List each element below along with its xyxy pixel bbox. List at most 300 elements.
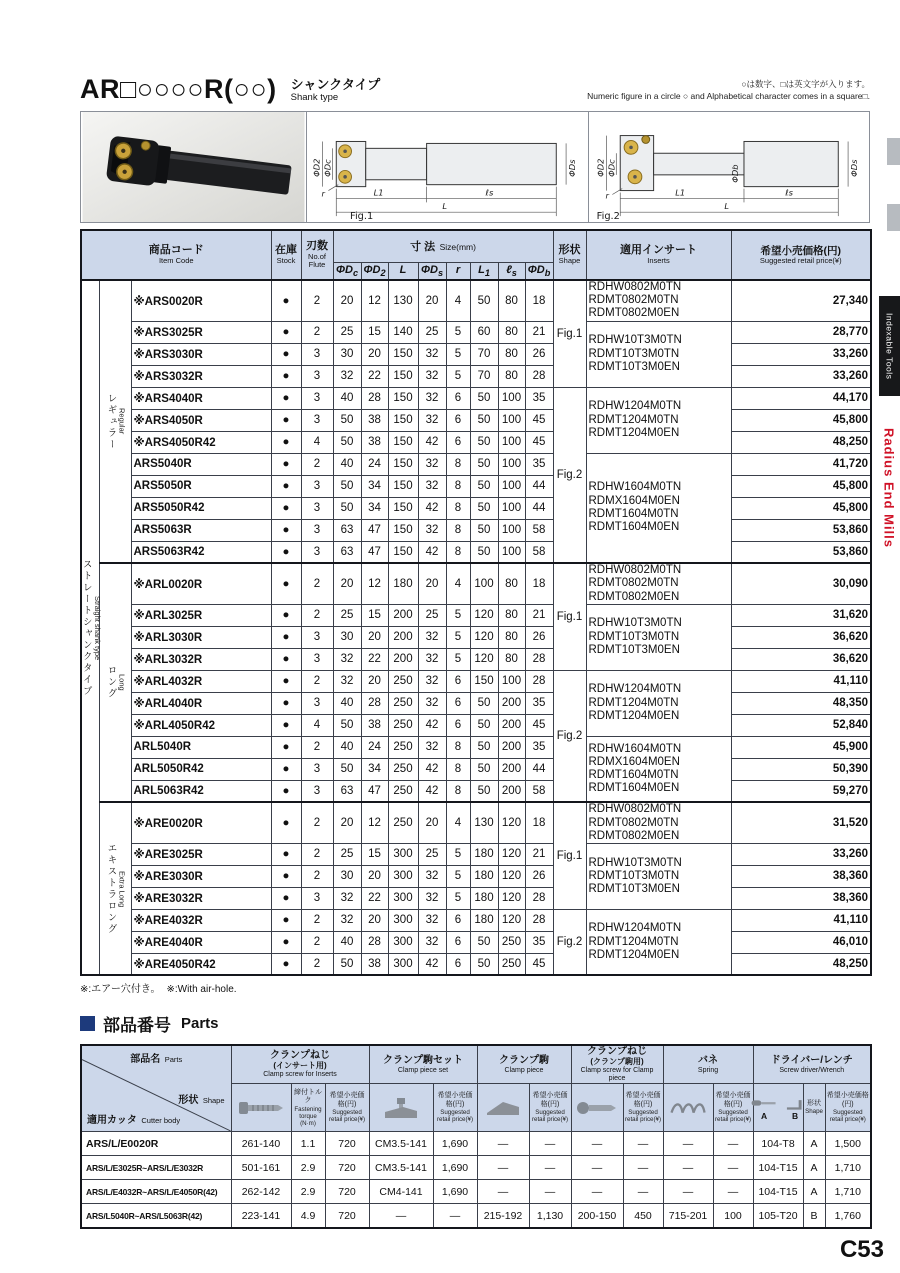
size-ls: 100 — [498, 431, 525, 453]
fig2-drawing — [589, 112, 870, 222]
stock-dot: ● — [271, 887, 301, 909]
header-flute-en2: Flute — [308, 260, 326, 270]
page-number: C53 — [839, 1236, 884, 1263]
product-row-ARE3030R — [81, 865, 871, 887]
fig1-caption: Fig.1 — [350, 211, 374, 222]
insert-name: RDMT10T3M0EN — [588, 643, 680, 656]
header-item-code — [81, 230, 271, 280]
applicable-inserts — [586, 736, 731, 802]
size-dc: 20 — [333, 563, 361, 604]
applicable-inserts — [586, 563, 731, 604]
size-db: 45 — [525, 431, 553, 453]
size-ds: 32 — [418, 865, 446, 887]
size-ls: 100 — [498, 387, 525, 409]
size-dc: 20 — [333, 280, 361, 321]
clamp-screw-icon-cell — [231, 1084, 291, 1132]
insert-name: RDMT0802M0TN — [588, 816, 679, 829]
size-d2: 20 — [361, 865, 388, 887]
size-d2: 20 — [361, 909, 388, 931]
insert-name: RDMT1604M0EN — [588, 782, 680, 795]
spring-price: — — [713, 1156, 753, 1180]
stock-dot: ● — [271, 365, 301, 387]
shape-fig2: Fig.2 — [553, 909, 586, 975]
stock-dot: ● — [271, 802, 301, 843]
clamp-screw-price: 720 — [325, 1132, 369, 1156]
size-ds: 32 — [418, 453, 446, 475]
insert-name: RDMT10T3M0TN — [588, 347, 680, 360]
main-header-row-1 — [81, 230, 871, 262]
size-db: 35 — [525, 387, 553, 409]
size-r: 6 — [446, 953, 470, 975]
insert-name: RDMT10T3M0TN — [588, 630, 680, 643]
size-ds: 20 — [418, 563, 446, 604]
flute-count: 3 — [301, 497, 333, 519]
fig1-dim-l1: L1 — [373, 187, 384, 198]
size-dc: 32 — [333, 670, 361, 692]
fig1-dim-ls: ℓs — [485, 187, 494, 198]
size-ls: 200 — [498, 714, 525, 736]
driver-icons-cell — [753, 1084, 803, 1132]
size-db: 28 — [525, 909, 553, 931]
size-ls: 250 — [498, 931, 525, 953]
size-r: 6 — [446, 409, 470, 431]
side-label-straight-shank-type — [80, 280, 102, 975]
stock-dot: ● — [271, 931, 301, 953]
fig1-dim-d2: ΦD2 — [311, 158, 322, 177]
insert-name: RDMT0802M0TN — [588, 294, 679, 307]
item-code: ※ARL3025R — [131, 604, 271, 626]
flute-count: 3 — [301, 887, 333, 909]
spring-price: — — [713, 1132, 753, 1156]
size-d2: 22 — [361, 887, 388, 909]
header-size-r: r — [446, 262, 470, 280]
size-d2: 15 — [361, 321, 388, 343]
header-clamp-screw-piece: クランプねじ (クランプ駒用) Clamp screw for Clamp piece — [571, 1045, 663, 1083]
size-dc: 40 — [333, 736, 361, 758]
product-row-ARS4040R — [81, 387, 871, 409]
size-db: 58 — [525, 519, 553, 541]
insert-name: RDMT10T3M0EN — [588, 883, 680, 896]
clamp-piece-no: — — [477, 1132, 529, 1156]
item-code: ARS5063R42 — [131, 541, 271, 563]
size-dc: 50 — [333, 475, 361, 497]
size-r: 8 — [446, 780, 470, 802]
size-ls: 100 — [498, 409, 525, 431]
retail-price: 45,900 — [731, 736, 871, 758]
flute-count: 3 — [301, 626, 333, 648]
product-row-ARL4050R42 — [81, 714, 871, 736]
driver-no: 104-T8 — [753, 1132, 803, 1156]
shape-fig2: Fig.2 — [553, 387, 586, 563]
header-retail-price-driver: 希望小売価格(円) Suggested retail price(¥) — [825, 1084, 871, 1132]
size-ds: 42 — [418, 431, 446, 453]
size-ls: 100 — [498, 541, 525, 563]
size-l1: 60 — [470, 321, 498, 343]
subtitle-jp: シャンクタイプ — [290, 77, 381, 93]
size-r: 6 — [446, 931, 470, 953]
size-l: 150 — [388, 475, 418, 497]
size-l: 150 — [388, 497, 418, 519]
retail-price: 45,800 — [731, 497, 871, 519]
size-ls: 100 — [498, 453, 525, 475]
size-l: 250 — [388, 758, 418, 780]
retail-price: 31,520 — [731, 802, 871, 843]
size-dc: 50 — [333, 431, 361, 453]
parts-heading-jp: 部品番号 — [103, 1016, 171, 1036]
header-spring: バネ Spring — [663, 1045, 753, 1083]
retail-price: 48,250 — [731, 953, 871, 975]
clamp-piece-price: — — [529, 1132, 571, 1156]
flute-count: 4 — [301, 714, 333, 736]
size-db: 45 — [525, 409, 553, 431]
size-r: 5 — [446, 343, 470, 365]
header-retail-price-spring: 希望小売価格(円) Suggested retail price(¥) — [713, 1084, 753, 1132]
size-l1: 50 — [470, 541, 498, 563]
driver-no: 105-T20 — [753, 1204, 803, 1228]
header-flute — [301, 230, 333, 280]
clamp-piece-set-no: CM3.5-141 — [369, 1156, 433, 1180]
group-label-wrap — [102, 843, 129, 935]
retail-price: 41,110 — [731, 670, 871, 692]
size-r: 4 — [446, 280, 470, 321]
size-dc: 40 — [333, 931, 361, 953]
header-retail-price-piece-screw: 希望小売価格(円) Suggested retail price(¥) — [623, 1084, 663, 1132]
item-code: ※ARE0020R — [131, 802, 271, 843]
product-row-ARE4032R — [81, 909, 871, 931]
item-code: ※ARS3025R — [131, 321, 271, 343]
item-code: ARS5050R42 — [131, 497, 271, 519]
clamp-piece-price: — — [529, 1156, 571, 1180]
size-ls: 80 — [498, 648, 525, 670]
size-l: 300 — [388, 953, 418, 975]
clamp-piece-set-icon-cell — [369, 1084, 433, 1132]
shape-fig2: Fig.2 — [553, 670, 586, 802]
item-code: ※ARS4050R42 — [131, 431, 271, 453]
size-ds: 32 — [418, 365, 446, 387]
stock-dot: ● — [271, 604, 301, 626]
size-ds: 42 — [418, 780, 446, 802]
size-ls: 80 — [498, 365, 525, 387]
size-ds: 32 — [418, 387, 446, 409]
size-d2: 28 — [361, 931, 388, 953]
header-size-l1: $L_1$ — [470, 262, 498, 280]
retail-price: 46,010 — [731, 931, 871, 953]
fig2-dim-ls: ℓs — [784, 187, 793, 198]
fastening-torque-value: 2.9 — [291, 1180, 325, 1204]
header-stock-en: Stock — [276, 256, 296, 265]
size-db: 45 — [525, 953, 553, 975]
flute-count: 2 — [301, 736, 333, 758]
driver-price: 1,710 — [825, 1180, 871, 1204]
size-r: 8 — [446, 736, 470, 758]
clamp-piece-screw-price: — — [623, 1132, 663, 1156]
size-l: 130 — [388, 280, 418, 321]
clamp-piece-set-no: CM4-141 — [369, 1180, 433, 1204]
stock-dot: ● — [271, 409, 301, 431]
size-l1: 50 — [470, 692, 498, 714]
size-r: 6 — [446, 387, 470, 409]
header-driver-wrench: ドライバー/レンチ Screw driver/Wrench — [753, 1045, 871, 1083]
clamp-piece-set-price: — — [433, 1204, 477, 1228]
item-code: ※ARL4032R — [131, 670, 271, 692]
size-dc: 40 — [333, 692, 361, 714]
header-note — [587, 79, 870, 103]
stock-dot: ● — [271, 343, 301, 365]
insert-name: RDMT1204M0EN — [588, 426, 680, 439]
parts-table-body — [81, 1132, 871, 1228]
flute-count: 3 — [301, 365, 333, 387]
flute-count: 3 — [301, 648, 333, 670]
size-ds: 42 — [418, 953, 446, 975]
corner-parts-label: 部品名 Parts — [130, 1054, 183, 1066]
size-l1: 130 — [470, 802, 498, 843]
header-shape-en: Shape — [558, 256, 581, 265]
size-db: 35 — [525, 931, 553, 953]
applicable-inserts — [586, 670, 731, 736]
item-code: ※ARL4050R42 — [131, 714, 271, 736]
product-row-ARS5063R — [81, 519, 871, 541]
rail-tab-radius-label: Radius End Mills — [881, 427, 897, 548]
size-ds: 32 — [418, 409, 446, 431]
cutter-body: ARS/L5040R~ARS/L5063R(42) — [81, 1204, 231, 1228]
fig1-dim-dc: ΦDc — [322, 159, 333, 177]
size-ls: 120 — [498, 887, 525, 909]
item-code: ※ARL4040R — [131, 692, 271, 714]
air-hole-footnote — [80, 980, 870, 995]
size-l1: 50 — [470, 736, 498, 758]
insert-name: RDMT1204M0TN — [588, 413, 679, 426]
header-clamp-piece-set: クランプ駒セット Clamp piece set — [369, 1045, 477, 1083]
flute-count: 2 — [301, 280, 333, 321]
size-l: 250 — [388, 780, 418, 802]
size-dc: 63 — [333, 541, 361, 563]
size-ds: 32 — [418, 519, 446, 541]
size-dc: 25 — [333, 604, 361, 626]
size-l1: 50 — [470, 409, 498, 431]
size-l: 150 — [388, 453, 418, 475]
flute-count: 2 — [301, 453, 333, 475]
size-db: 26 — [525, 626, 553, 648]
fig2-dim-l: L — [723, 201, 729, 212]
size-l1: 50 — [470, 714, 498, 736]
footnote-jp: ※:エアー穴付き。 — [80, 984, 161, 996]
size-ds: 32 — [418, 736, 446, 758]
size-d2: 22 — [361, 648, 388, 670]
item-code: ARL5050R42 — [131, 758, 271, 780]
header-shape-jp: 形状 — [558, 244, 581, 257]
insert-name: RDMT0802M0TN — [588, 577, 679, 590]
size-r: 5 — [446, 865, 470, 887]
item-code: ※ARE3030R — [131, 865, 271, 887]
size-db: 21 — [525, 604, 553, 626]
flute-count: 3 — [301, 343, 333, 365]
insert-name: RDHW1604M0TN — [588, 742, 682, 755]
size-ds: 32 — [418, 670, 446, 692]
product-row-ARL5050R42 — [81, 758, 871, 780]
clamp-screw-no: 262-142 — [231, 1180, 291, 1204]
product-photo — [81, 112, 306, 222]
footnote-en: ※:With air-hole. — [166, 984, 237, 996]
size-dc: 30 — [333, 865, 361, 887]
product-row-ARS4050R — [81, 409, 871, 431]
size-ds: 32 — [418, 692, 446, 714]
retail-price: 41,110 — [731, 909, 871, 931]
fig2-dim-l1: L1 — [674, 187, 685, 198]
stock-dot: ● — [271, 758, 301, 780]
insert-name: RDHW1204M0TN — [588, 683, 682, 696]
header-note-jp: ○は数字、□は英文字が入ります。 — [741, 79, 870, 90]
size-dc: 50 — [333, 758, 361, 780]
retail-price: 53,860 — [731, 519, 871, 541]
header-stock — [271, 230, 301, 280]
size-l: 250 — [388, 802, 418, 843]
size-ds: 32 — [418, 475, 446, 497]
size-l1: 70 — [470, 365, 498, 387]
size-dc: 63 — [333, 519, 361, 541]
size-dc: 40 — [333, 453, 361, 475]
product-row-ARS3032R — [81, 365, 871, 387]
size-l1: 50 — [470, 953, 498, 975]
spring-icon-cell — [663, 1084, 713, 1132]
flute-count: 3 — [301, 541, 333, 563]
size-r: 5 — [446, 648, 470, 670]
flute-count: 3 — [301, 519, 333, 541]
size-d2: 34 — [361, 475, 388, 497]
header-clamp-piece: クランプ駒 Clamp piece — [477, 1045, 571, 1083]
size-d2: 34 — [361, 497, 388, 519]
size-d2: 28 — [361, 692, 388, 714]
header-size-ls: ℓ$_s$ — [498, 262, 525, 280]
size-db: 35 — [525, 736, 553, 758]
fastening-torque-value: 2.9 — [291, 1156, 325, 1180]
size-ls: 100 — [498, 497, 525, 519]
main-table-body — [81, 280, 871, 975]
clamp-piece-price: 1,130 — [529, 1204, 571, 1228]
flute-count: 2 — [301, 321, 333, 343]
stock-dot: ● — [271, 475, 301, 497]
shape-fig1: Fig.1 — [553, 802, 586, 909]
product-row-ARL0020R — [81, 563, 871, 604]
insert-name: RDMT1604M0TN — [588, 769, 679, 782]
size-db: 44 — [525, 758, 553, 780]
size-db: 44 — [525, 475, 553, 497]
size-ls: 80 — [498, 626, 525, 648]
size-d2: 20 — [361, 343, 388, 365]
rail-tab-radius-end-mills — [879, 404, 899, 572]
clamp-piece-screw-no: 200-150 — [571, 1204, 623, 1228]
insert-name: RDHW1204M0TN — [588, 400, 682, 413]
size-l1: 180 — [470, 865, 498, 887]
retail-price: 41,720 — [731, 453, 871, 475]
size-l: 150 — [388, 519, 418, 541]
stock-dot: ● — [271, 670, 301, 692]
insert-name: RDMT10T3M0TN — [588, 869, 680, 882]
product-row-ARL5040R — [81, 736, 871, 758]
insert-name: RDHW10T3M0TN — [588, 856, 682, 869]
size-l: 300 — [388, 909, 418, 931]
retail-price: 33,260 — [731, 843, 871, 865]
size-r: 4 — [446, 802, 470, 843]
spring-icon — [666, 1097, 710, 1119]
main-table — [80, 229, 872, 976]
insert-name: RDHW10T3M0TN — [588, 334, 682, 347]
fastening-torque-value: 4.9 — [291, 1204, 325, 1228]
size-l: 250 — [388, 736, 418, 758]
cutter-body: ARS/L/E0020R — [81, 1132, 231, 1156]
size-l1: 120 — [470, 604, 498, 626]
insert-name: RDHW0802M0TN — [588, 281, 682, 293]
applicable-inserts — [586, 387, 731, 453]
product-row-ARL5063R42 — [81, 780, 871, 802]
applicable-inserts — [586, 604, 731, 670]
size-r: 5 — [446, 843, 470, 865]
size-dc: 50 — [333, 409, 361, 431]
header-flute-jp: 刃数 — [306, 240, 328, 253]
stock-dot: ● — [271, 431, 301, 453]
retail-price: 36,620 — [731, 648, 871, 670]
header-flute-en1: No.of — [308, 251, 326, 261]
screwdriver-a-icon — [750, 1095, 778, 1111]
size-r: 5 — [446, 604, 470, 626]
product-row-ARS5050R — [81, 475, 871, 497]
rail-tab-gray-1 — [887, 138, 900, 165]
clamp-piece-set-price: 1,690 — [433, 1156, 477, 1180]
size-l1: 180 — [470, 843, 498, 865]
size-ds: 25 — [418, 843, 446, 865]
size-db: 18 — [525, 802, 553, 843]
corner-cutter-body-label: 適用カッタ Cutter body — [87, 1115, 181, 1127]
size-dc: 32 — [333, 909, 361, 931]
insert-name: RDMT1204M0EN — [588, 709, 680, 722]
insert-name: RDMT1604M0EN — [588, 521, 680, 534]
page-header — [80, 0, 870, 103]
retail-price: 44,170 — [731, 387, 871, 409]
item-code: ※ARL0020R — [131, 563, 271, 604]
size-ds: 42 — [418, 758, 446, 780]
size-r: 6 — [446, 714, 470, 736]
clamp-piece-no: 215-192 — [477, 1204, 529, 1228]
retail-price: 45,800 — [731, 475, 871, 497]
size-l1: 50 — [470, 453, 498, 475]
insert-name: RDHW1204M0TN — [588, 922, 682, 935]
size-ds: 32 — [418, 887, 446, 909]
size-r: 5 — [446, 365, 470, 387]
size-ls: 120 — [498, 865, 525, 887]
size-l1: 50 — [470, 431, 498, 453]
size-l: 250 — [388, 714, 418, 736]
insert-name: RDHW0802M0TN — [588, 564, 682, 577]
flute-count: 2 — [301, 909, 333, 931]
size-r: 8 — [446, 541, 470, 563]
retail-price: 27,340 — [731, 280, 871, 321]
stock-dot: ● — [271, 714, 301, 736]
applicable-inserts — [586, 453, 731, 563]
size-d2: 12 — [361, 563, 388, 604]
clamp-screw-icon — [237, 1098, 285, 1118]
size-db: 28 — [525, 365, 553, 387]
size-dc: 50 — [333, 497, 361, 519]
clamp-piece-screw-icon-cell — [571, 1084, 623, 1132]
size-l: 200 — [388, 626, 418, 648]
insert-name: RDHW0802M0TN — [588, 803, 682, 816]
size-r: 8 — [446, 453, 470, 475]
size-r: 6 — [446, 670, 470, 692]
size-d2: 47 — [361, 541, 388, 563]
insert-name: RDMT0802M0EN — [588, 829, 680, 842]
item-code: ※ARE4040R — [131, 931, 271, 953]
size-l1: 180 — [470, 909, 498, 931]
size-l: 150 — [388, 387, 418, 409]
